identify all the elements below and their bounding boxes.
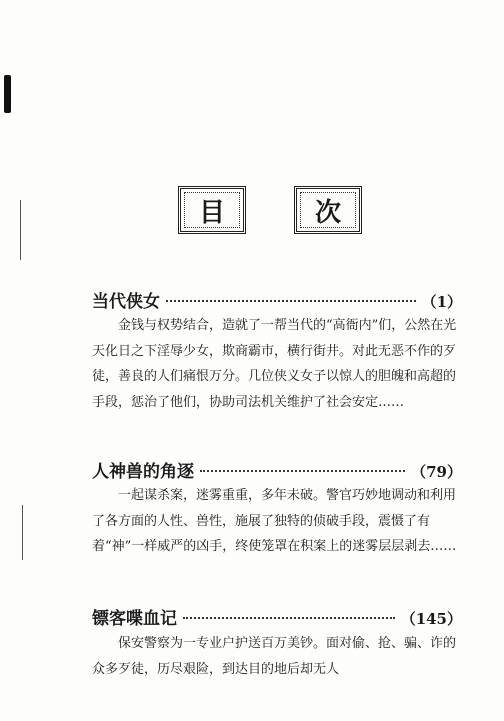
heading-left-text: 目 xyxy=(198,197,225,228)
summary-text: 保安警察为一专业户护送百万美钞。面对偷、抢、骗、诈的众多歹徒，历尽艰险，到达目的地后却无人 xyxy=(92,636,457,677)
heading-right-text: 次 xyxy=(314,197,341,228)
entry-summary xyxy=(92,631,462,682)
entry-title-text: 当代侠女 xyxy=(92,292,160,312)
entry-summary xyxy=(92,483,462,560)
dot-leader xyxy=(166,300,416,302)
ink-smudge xyxy=(4,75,11,113)
entry-title-text: 镖客喋血记 xyxy=(92,609,177,629)
toc-entry-title xyxy=(92,604,462,629)
entry-summary xyxy=(92,313,462,415)
page-number: （145） xyxy=(400,610,462,628)
dot-leader xyxy=(200,470,405,472)
margin-mark xyxy=(20,200,21,260)
heading-left-char xyxy=(178,186,246,234)
page-number: （1） xyxy=(421,293,462,311)
margin-mark xyxy=(22,505,23,560)
page-number: （79） xyxy=(411,463,462,481)
dot-leader xyxy=(183,617,395,619)
summary-text: 金钱与权势结合，造就了一帮当代的“高衙内”们，公然在光天化日之下淫辱少女，欺商霸市，横行街井。对此无恶不作的歹徒，善良的人们痛恨万分。几位侠义女子以惊人的胆魄和高超的手段，惩治了他们，协助司法机关维护了社会安定…… xyxy=(92,318,457,410)
entry-title-text: 人神兽的角逐 xyxy=(92,462,194,482)
heading-right-char xyxy=(294,186,362,234)
toc-entry-title xyxy=(92,457,462,482)
toc-entry-title xyxy=(92,287,462,312)
summary-text: 一起谋杀案，迷雾重重，多年未破。警官巧妙地调动和利用了各方面的人性、兽性，施展了独特的侦破手段，震慑了有着“神”一样威严的凶手，终使笼罩在积案上的迷雾层层剥去…… xyxy=(92,488,457,554)
